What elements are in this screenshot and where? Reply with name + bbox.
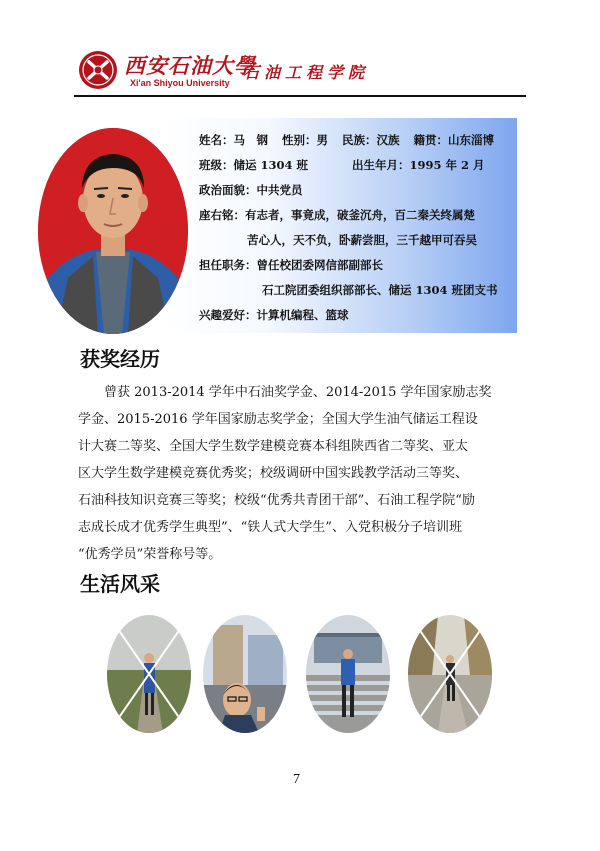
awards-line-7: “优秀学员”荣誉称号等。 — [78, 547, 222, 562]
name-label: 姓名： — [199, 133, 234, 147]
awards-heading: 获奖经历 — [80, 347, 160, 371]
political-value: 中共党员 — [256, 183, 303, 197]
college-name: 石油工程学院 — [243, 63, 370, 82]
position-label: 担任职务： — [199, 258, 257, 272]
motto-line-1: 有志者，事竟成，破釜沉舟，百二秦关终属楚 — [245, 208, 475, 222]
ethnicity-label: 民族： — [342, 133, 377, 147]
university-name-cn: 西安石油大學 — [124, 53, 256, 78]
motto-label: 座右铭： — [199, 208, 245, 222]
info-line-position-1 — [199, 257, 383, 273]
info-line-motto-1 — [199, 207, 475, 223]
motto-line-2: 苦心人，天不负，卧薪尝胆，三千越甲可吞吴 — [247, 233, 477, 247]
life-photo-1 — [107, 615, 191, 733]
hobby-label: 兴趣爱好： — [199, 308, 257, 322]
life-photo-2 — [203, 615, 287, 733]
life-photo-3 — [306, 615, 390, 733]
info-line-hobby — [199, 307, 349, 323]
page-number: 7 — [293, 772, 300, 787]
portrait-photo — [38, 128, 188, 334]
position-line-1: 曾任校团委网信部副部长 — [256, 258, 383, 272]
profile-background — [162, 118, 517, 333]
birth-label: 出生年月： — [352, 158, 410, 172]
life-heading: 生活风采 — [80, 572, 160, 596]
political-label: 政治面貌： — [199, 183, 257, 197]
gender-value: 男 — [316, 133, 328, 147]
gender-label: 性别： — [282, 133, 317, 147]
awards-line-5: 石油科技知识竞赛三等奖；校级“优秀共青团干部”、石油工程学院“励 — [78, 493, 475, 508]
name-value: 马 钢 — [233, 133, 268, 147]
origin-value: 山东淄博 — [448, 133, 494, 147]
hobby-value: 计算机编程、篮球 — [256, 308, 349, 322]
position-line-2: 石工院团委组织部部长、储运 1304 班团支书 — [262, 283, 498, 297]
awards-line-4: 区大学生数学建模竞赛优秀奖；校级调研中国实践教学活动三等奖、 — [78, 466, 469, 481]
origin-label: 籍贯： — [413, 133, 448, 147]
awards-line-1: 曾获 2013-2014 学年中石油奖学金、2014-2015 学年国家励志奖 — [104, 385, 492, 400]
info-line-basic — [199, 132, 494, 148]
info-line-class — [199, 157, 485, 173]
info-line-political — [199, 182, 303, 198]
life-photo-4 — [408, 615, 492, 733]
awards-line-6: 志成长成才优秀学生典型”、“铁人式大学生”、入党积极分子培训班 — [78, 520, 462, 535]
ethnicity-value: 汉族 — [376, 133, 400, 147]
university-logo — [78, 50, 118, 90]
awards-line-2: 学金、2015-2016 学年国家励志奖学金；全国大学生油气储运工程设 — [78, 412, 478, 427]
class-value: 储运 1304 班 — [233, 158, 309, 172]
birth-value: 1995 年 2 月 — [409, 158, 485, 172]
header-divider — [74, 95, 526, 97]
university-name-en: Xi'an Shiyou University — [130, 78, 230, 88]
awards-line-3: 计大赛二等奖、全国大学生数学建模竞赛本科组陕西省二等奖、亚太 — [78, 439, 469, 454]
class-label: 班级： — [199, 158, 234, 172]
